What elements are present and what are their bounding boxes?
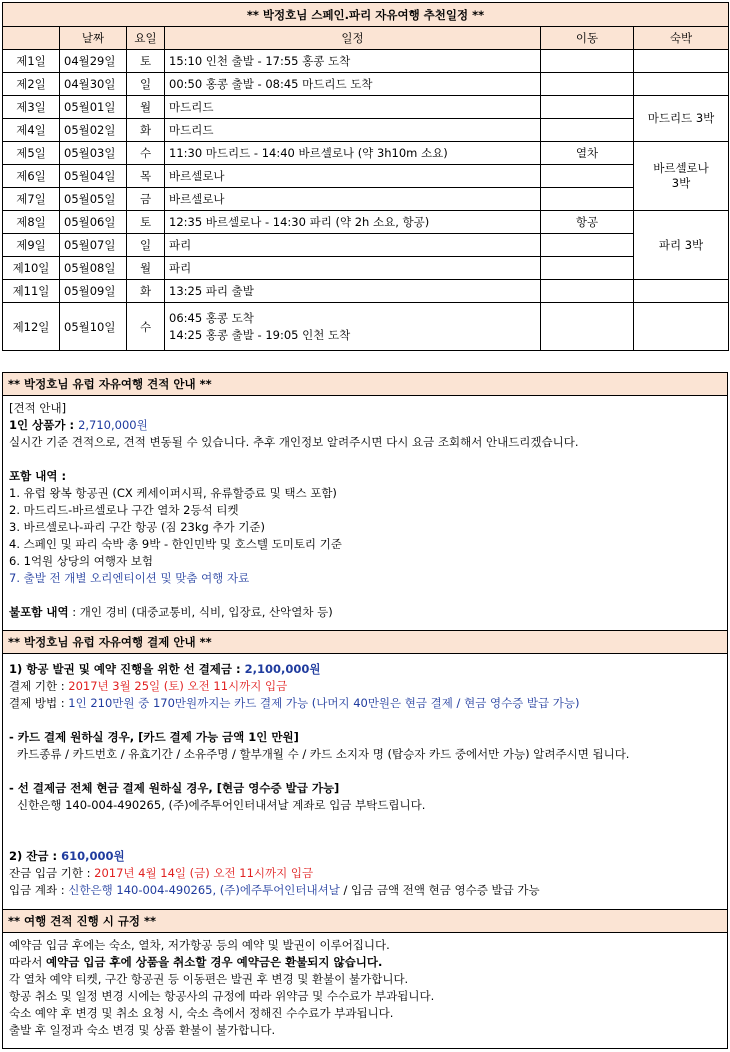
- account-value: 신한은행 140-004-490265, (주)에주투어인터내셔날: [68, 883, 340, 897]
- deadline-value: 2017년 3월 25일 (토) 오전 11시까지 입금: [68, 679, 288, 693]
- balance-deadline-value: 2017년 4월 14일 (금) 오전 11시까지 입금: [94, 866, 314, 880]
- stay-barcelona-line1: 바르셀로나: [653, 161, 709, 175]
- table-row: [3, 211, 729, 234]
- deposit-label: 1) 항공 발권 및 예약 진행을 위한 선 결제금 :: [9, 662, 245, 676]
- row-date: 05월03일: [60, 142, 127, 165]
- row-transport: [541, 257, 634, 280]
- row-schedule: 12:35 바르셀로나 - 14:30 파리 (약 2h 소요, 항공): [165, 211, 541, 234]
- balance-deadline-line: [9, 865, 721, 882]
- table-row: [3, 257, 729, 280]
- row-weekday: 일: [127, 73, 165, 96]
- row-weekday: 월: [127, 96, 165, 119]
- rule-line: 출발 후 일정과 숙소 변경 및 상품 환불이 불가합니다.: [9, 1023, 276, 1037]
- include-item: 6. 1억원 상당의 여행자 보험: [9, 554, 153, 568]
- row-day: 제4일: [3, 119, 60, 142]
- row-weekday: 일: [127, 234, 165, 257]
- row-weekday: 금: [127, 188, 165, 211]
- row-date: 05월06일: [60, 211, 127, 234]
- account-line: [9, 882, 721, 899]
- schedule-line2: 14:25 홍콩 출발 - 19:05 인천 도착: [169, 327, 351, 342]
- row-date: 05월05일: [60, 188, 127, 211]
- card-text: 카드종류 / 카드번호 / 유효기간 / 소유주명 / 할부개월 수 / 카드 소지자 명 (탑승자 카드 중에서만 가능) 알려주시면 됩니다.: [17, 747, 630, 761]
- table-header: [3, 27, 729, 50]
- rule-line: 숙소 예약 후 변경 및 취소 요청 시, 숙소 측에서 정해진 수수료가 부과됩니다.: [9, 1006, 394, 1020]
- deadline-label: 결제 기한 :: [9, 679, 69, 693]
- row-date: 04월29일: [60, 50, 127, 73]
- row-date: 04월30일: [60, 73, 127, 96]
- row-transport: [541, 119, 634, 142]
- table-row: [3, 303, 729, 351]
- table-row: [3, 96, 729, 119]
- row-date: 05월01일: [60, 96, 127, 119]
- estimate-section: [2, 372, 728, 631]
- table-row: [3, 119, 729, 142]
- table-row: [3, 50, 729, 73]
- header-date: 날짜: [60, 27, 127, 50]
- row-weekday: 수: [127, 303, 165, 351]
- table-row: [3, 142, 729, 165]
- row-weekday: 월: [127, 257, 165, 280]
- row-schedule: 바르셀로나: [165, 188, 541, 211]
- row-schedule: 파리: [165, 257, 541, 280]
- row-day: 제8일: [3, 211, 60, 234]
- row-day: 제6일: [3, 165, 60, 188]
- estimate-title: ** 박정호님 유럽 자유여행 견적 안내 **: [3, 373, 727, 396]
- row-transport: [541, 234, 634, 257]
- price-line: [9, 417, 721, 434]
- schedule-line1: 06:45 홍콩 도착: [169, 310, 254, 325]
- excludes-label: 불포함 내역: [9, 605, 69, 619]
- row-date: 05월04일: [60, 165, 127, 188]
- cash-text: 신한은행 140-004-490265, (주)에주투어인터내셔날 계좌로 입금 부탁드립니다.: [17, 798, 426, 812]
- row-weekday: 토: [127, 211, 165, 234]
- table-row: [3, 234, 729, 257]
- row-stay: [634, 73, 729, 96]
- row-schedule: 마드리드: [165, 96, 541, 119]
- row-date: 05월02일: [60, 119, 127, 142]
- row-weekday: 목: [127, 165, 165, 188]
- row-day: 제2일: [3, 73, 60, 96]
- row-day: 제3일: [3, 96, 60, 119]
- stay-paris: 파리 3박: [634, 211, 729, 280]
- header-day: [3, 27, 60, 50]
- deposit-value: 2,100,000원: [244, 662, 321, 676]
- itinerary-table: [2, 2, 729, 351]
- estimate-section-label: [견적 안내]: [9, 401, 67, 415]
- row-schedule: 바르셀로나: [165, 165, 541, 188]
- includes-title: 포함 내역 :: [9, 469, 67, 483]
- row-schedule: 마드리드: [165, 119, 541, 142]
- row-schedule: [165, 303, 541, 351]
- row-weekday: 화: [127, 280, 165, 303]
- stay-barcelona-line2: 3박: [671, 176, 691, 190]
- row-schedule: 15:10 인천 출발 - 17:55 홍콩 도착: [165, 50, 541, 73]
- account-suffix: / 입금 금액 전액 현금 영수증 발급 가능: [339, 883, 540, 897]
- header-transport: 이동: [541, 27, 634, 50]
- transport-flight: 항공: [541, 211, 634, 234]
- row-day: 제7일: [3, 188, 60, 211]
- price-value: 2,710,000원: [78, 418, 148, 432]
- row-day: 제12일: [3, 303, 60, 351]
- table-row: [3, 73, 729, 96]
- include-item-highlight: 7. 출발 전 개별 오리엔티이션 및 맞춤 여행 자료: [9, 571, 250, 585]
- row-date: 05월08일: [60, 257, 127, 280]
- row-date: 05월10일: [60, 303, 127, 351]
- row-schedule: 13:25 파리 출발: [165, 280, 541, 303]
- card-title: - 카드 결제 원하실 경우, [카드 결제 가능 금액 1인 만원]: [9, 730, 299, 744]
- rule-line: 각 열차 예약 티켓, 구간 항공권 등 이동편은 발권 후 변경 및 환불이 불가합니다.: [9, 972, 409, 986]
- row-transport: [541, 73, 634, 96]
- balance-line: [9, 848, 721, 865]
- payment-section: [2, 630, 728, 910]
- balance-deadline-label: 잔금 입금 기한 :: [9, 866, 95, 880]
- balance-value: 610,000원: [61, 849, 125, 863]
- row-day: 제5일: [3, 142, 60, 165]
- rule-line: 항공 취소 및 일정 변경 시에는 항공사의 규정에 따라 위약금 및 수수료가 부과됩니다.: [9, 989, 435, 1003]
- row-transport: [541, 188, 634, 211]
- row-weekday: 토: [127, 50, 165, 73]
- itinerary-title: ** 박정호님 스페인.파리 자유여행 추천일정 **: [3, 3, 729, 27]
- rules-title: ** 여행 견적 진행 시 규정 **: [3, 910, 727, 933]
- row-date: 05월07일: [60, 234, 127, 257]
- include-item: 4. 스페인 및 파리 숙박 총 9박 - 한인민박 및 호스텔 도미토리 기준: [9, 537, 342, 551]
- payment-title: ** 박정호님 유럽 자유여행 결제 안내 **: [3, 631, 727, 654]
- price-label: 1인 상품가 :: [9, 418, 79, 432]
- row-schedule: 11:30 마드리드 - 14:40 바르셀로나 (약 3h10m 소요): [165, 142, 541, 165]
- rule-line: 예약금 입금 후에는 숙소, 열차, 저가항공 등의 예약 및 발권이 이루어집니다.: [9, 938, 390, 952]
- include-item: 1. 유럽 왕복 항공권 (CX 케세이퍼시픽, 유류할증료 및 택스 포함): [9, 486, 337, 500]
- row-weekday: 수: [127, 142, 165, 165]
- row-day: 제1일: [3, 50, 60, 73]
- estimate-note: 실시간 기준 견적으로, 견적 변동될 수 있습니다. 추후 개인정보 알려주시면 다시 요금 조회해서 안내드리겠습니다.: [9, 435, 579, 449]
- include-item: 2. 마드리드-바르셀로나 구간 열차 2등석 티켓: [9, 503, 239, 517]
- row-transport: [541, 280, 634, 303]
- row-date: 05월09일: [60, 280, 127, 303]
- header-schedule: 일정: [165, 27, 541, 50]
- method-label: 결제 방법 :: [9, 696, 69, 710]
- rules-section: [2, 909, 728, 1049]
- deposit-line: [9, 661, 721, 678]
- rule-bold: 예약금 입금 후에 상품을 취소할 경우 예약금은 환불되지 않습니다.: [45, 955, 383, 969]
- balance-label: 2) 잔금 :: [9, 849, 62, 863]
- method-line: [9, 695, 721, 712]
- row-stay: [634, 280, 729, 303]
- row-schedule: 파리: [165, 234, 541, 257]
- table-row: [3, 280, 729, 303]
- row-weekday: 화: [127, 119, 165, 142]
- excludes-line: [9, 604, 721, 621]
- row-stay: [634, 50, 729, 73]
- table-row: [3, 188, 729, 211]
- stay-madrid: 마드리드 3박: [634, 96, 729, 142]
- row-transport: [541, 50, 634, 73]
- row-day: 제10일: [3, 257, 60, 280]
- deadline-line: [9, 678, 721, 695]
- rule-prefix: 따라서: [9, 955, 46, 969]
- header-weekday: 요일: [127, 27, 165, 50]
- row-transport: [541, 96, 634, 119]
- row-schedule: 00:50 홍콩 출발 - 08:45 마드리드 도착: [165, 73, 541, 96]
- row-day: 제11일: [3, 280, 60, 303]
- row-stay: [634, 303, 729, 351]
- table-row: [3, 165, 729, 188]
- row-transport: [541, 303, 634, 351]
- row-day: 제9일: [3, 234, 60, 257]
- stay-barcelona: [634, 142, 729, 211]
- include-item: 3. 바르셀로나-파리 구간 항공 (짐 23kg 추가 기준): [9, 520, 266, 534]
- excludes-text: : 개인 경비 (대중교통비, 식비, 입장료, 산악열차 등): [68, 605, 333, 619]
- cash-title: - 선 결제금 전체 현금 결제 원하실 경우, [현금 영수증 발급 가능]: [9, 781, 340, 795]
- transport-train: 열차: [541, 142, 634, 165]
- header-stay: 숙박: [634, 27, 729, 50]
- account-label: 입금 계좌 :: [9, 883, 69, 897]
- rule-line: [9, 954, 721, 971]
- method-value: 1인 210만원 중 170만원까지는 카드 결제 가능 (나머지 40만원은 현금 결제 / 현금 영수증 발급 가능): [68, 696, 580, 710]
- row-transport: [541, 165, 634, 188]
